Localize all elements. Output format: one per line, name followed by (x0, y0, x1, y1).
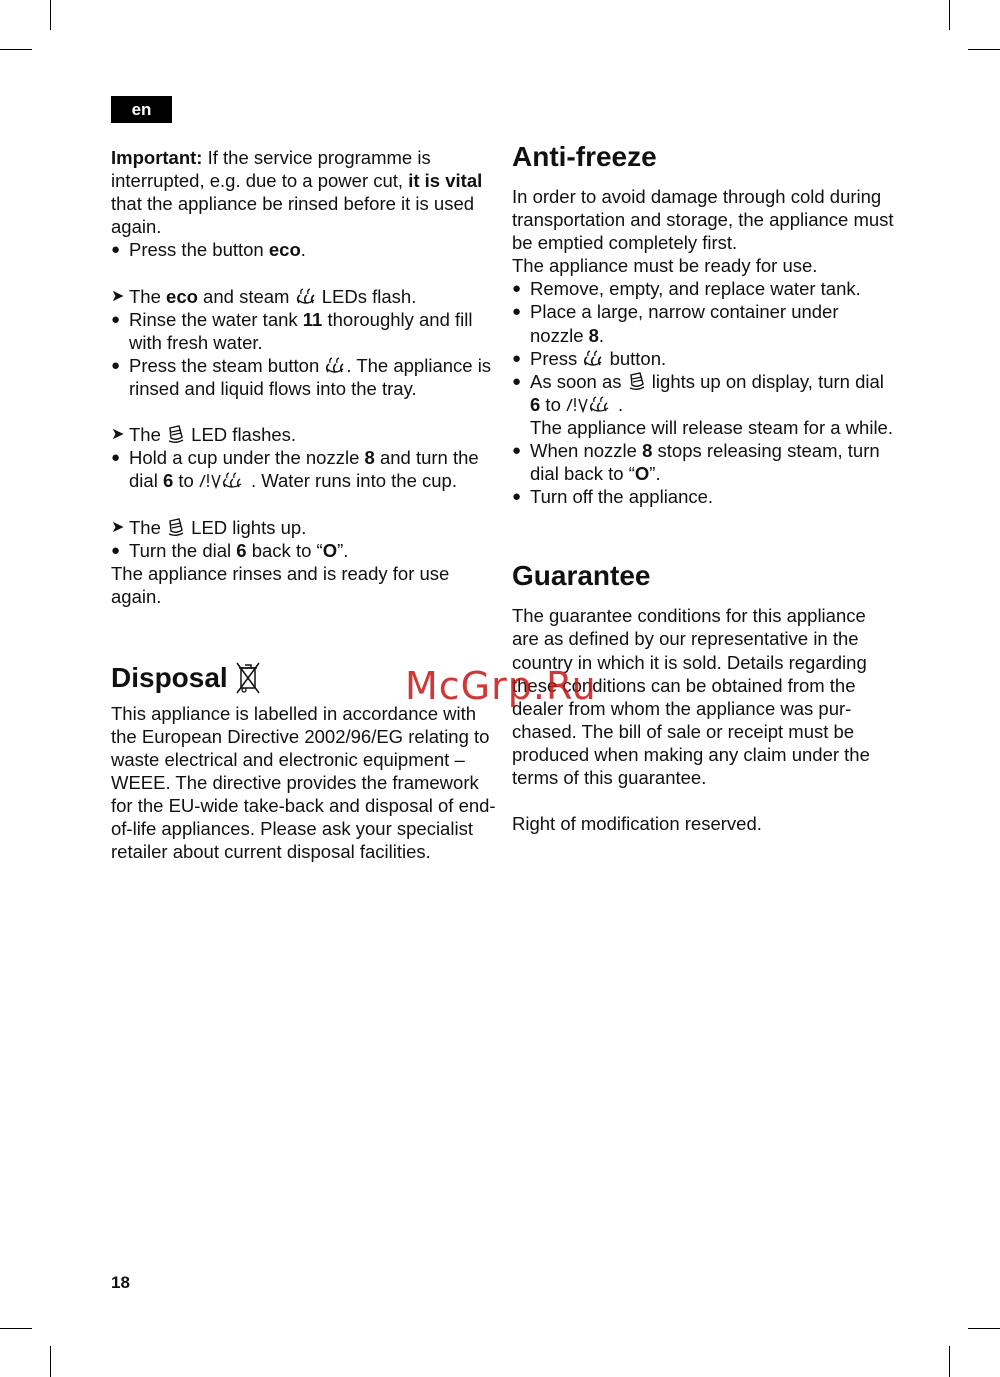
descale-icon (166, 424, 186, 444)
disposal-text: This appliance is labelled in accordance with the European Directive 2002/96/EG relating to waste electrical and electronic equipment – WEEE. The directive provides the framework for the EU-wide take-back and disposal of end-of-life appliances. Please ask your specialist retailer about current disposal facilities. (111, 702, 496, 863)
steam-icon (324, 357, 346, 375)
closing-text: The appliance rinses and is ready for use again. (111, 562, 450, 607)
step-press-eco: ● Press the button eco. (111, 239, 306, 261)
af-step-empty-tank: ● Remove, empty, and replace water tank. (512, 278, 861, 300)
left-column (111, 146, 496, 864)
af-step-turn-off: ● Turn off the appliance. (512, 486, 714, 508)
step-hold-cup: ● Hold a cup under the nozzle 8 and turn the dial 6 to . Water runs into the cup. (111, 447, 479, 492)
crop-mark (50, 1346, 51, 1377)
result-descale-led-flashes: ➤ The LED flashes. (111, 424, 297, 446)
step-press-steam: ● Press the steam button . The appliance is rinsed and liquid flows into the tray. (111, 354, 492, 399)
descale-icon (627, 371, 647, 391)
step-rinse-tank: ● Rinse the water tank 11 thoroughly and fill with fresh water. (111, 308, 473, 353)
descale-icon (166, 517, 186, 537)
page-number: 18 (111, 1273, 130, 1292)
crop-mark (949, 1346, 950, 1377)
result-descale-led-lights: ➤ The LED lights up. (111, 516, 307, 538)
step-turn-dial-off: ● Turn the dial 6 back to “O”. (111, 539, 349, 561)
crop-mark (0, 49, 32, 50)
important-note: Important: If the service programme is interrupted, e.g. due to a power cut, it is vital that the appliance be rinsed before it is used again. (111, 147, 483, 238)
right-column (512, 139, 897, 835)
crop-mark (968, 1328, 1000, 1329)
steam-icon (582, 350, 604, 368)
disposal-heading: Disposal (111, 660, 496, 696)
result-eco-steam-flash: ➤ The eco and steam LEDs flash. (111, 285, 417, 307)
af-step-note: The appliance will release steam for a while. (530, 416, 893, 438)
af-step-dial-back: ● When nozzle 8 stops releasing steam, turn dial back to “O”. (512, 440, 880, 485)
antifreeze-heading: Anti-freeze (512, 141, 657, 172)
water-steam-dial-icon (566, 396, 618, 414)
steam-icon (295, 288, 317, 306)
water-steam-dial-icon (199, 472, 251, 490)
watermark: McGrp.Ru (405, 664, 597, 708)
crop-mark (949, 0, 950, 30)
modification-note: Right of modification reserved. (512, 813, 762, 835)
guarantee-heading: Guarantee (512, 560, 651, 592)
af-step-turn-dial: ● As soon as lights up on display, turn dial 6 to . The appliance will release steam for a while. (512, 370, 893, 438)
crop-mark (50, 0, 51, 30)
language-tab: en (111, 96, 172, 123)
antifreeze-ready: The appliance must be ready for use. (512, 255, 818, 277)
af-step-container: ● Place a large, narrow container under nozzle 8. (512, 301, 839, 346)
crop-mark (968, 49, 1000, 50)
weee-bin-icon (235, 661, 261, 695)
af-step-press-steam: ● Press button. (512, 347, 667, 369)
crop-mark (0, 1328, 32, 1329)
guarantee-text: The guarantee conditions for this appliance are as defined by our representative in the country in which it is sold. Details regarding these conditions can be obtained from the dealer from whom the appliance was pur-chased. The bill of sale or receipt must be produced when making any claim under the terms of this guarantee. (512, 605, 870, 788)
antifreeze-intro: In order to avoid damage through cold during transportation and storage, the appliance must be emptied completely first. (512, 186, 894, 254)
